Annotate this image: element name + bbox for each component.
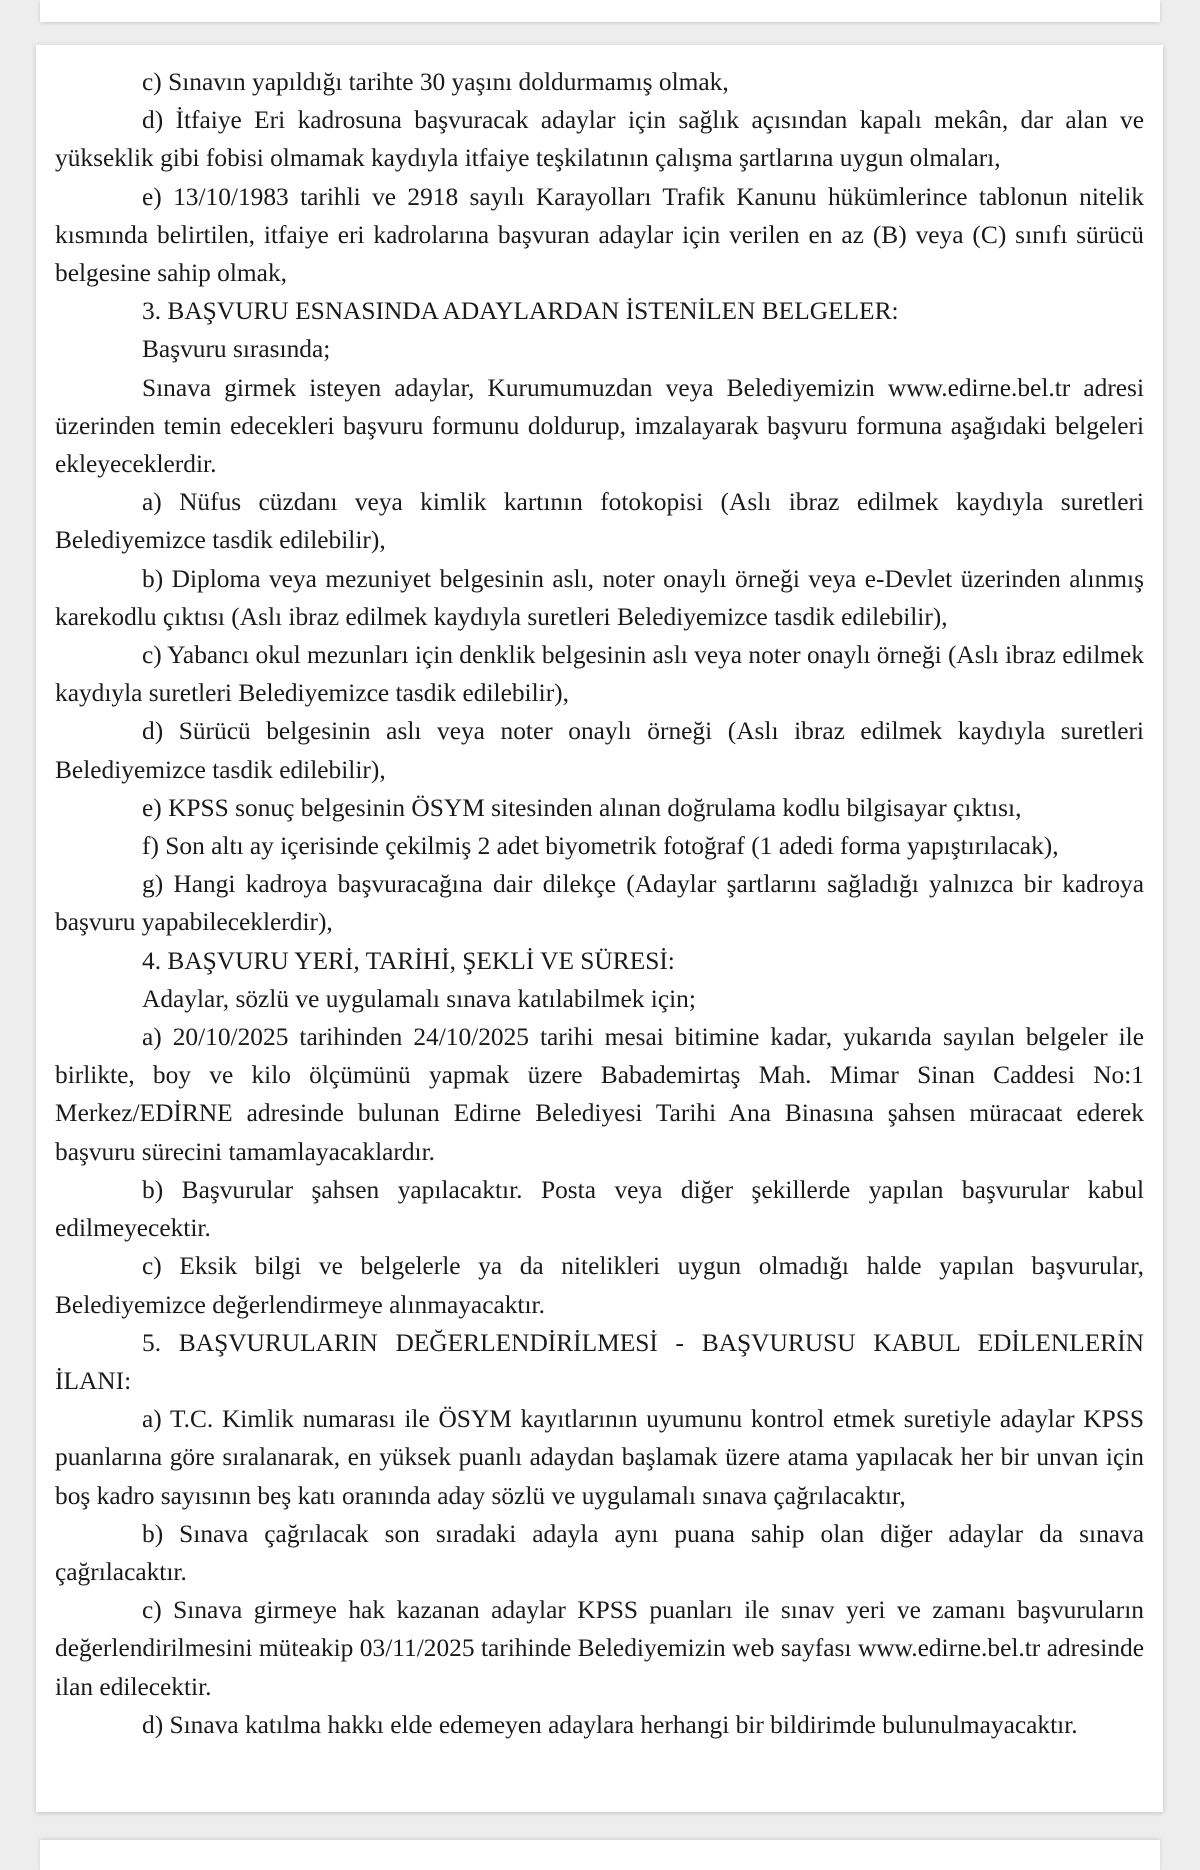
document-page [36,45,1163,1812]
paragraph-application-time: Başvuru sırasında; [142,335,331,364]
section-3-heading: 3. BAŞVURU ESNASINDA ADAYLARDAN İSTENİLEN BELGELER: [142,297,899,326]
paragraph-b-tie: b) Sınava çağrılacak son sıradaki adayla aynı puana sahip olan diğer adaylar da sınava çağrılacaktır. [55,1519,1144,1586]
paragraph-a-application-dates: a) 20/10/2025 tarihinden 24/10/2025 tarihi mesai bitimine kadar, yukarıda sayılan belgeler ile birlikte, boy ve kilo ölçümünü yapmak üzere Babademirtaş Mah. Mimar Sinan Caddesi No:1 Merkez/EDİRNE adresinde bulunan Edirne Belediyesi Tarihi Ana Binasına şahsen müracaat ederek başvuru sürecini tamamlayacaklardır. [55,1023,1144,1166]
paragraph-d-license-copy: d) Sürücü belgesinin aslı veya noter onaylı örneği (Aslı ibraz edilmek kaydıyla suretleri Belediyemizce tasdik edilebilir), [55,717,1144,784]
section-4-heading: 4. BAŞVURU YERİ, TARİHİ, ŞEKLİ VE SÜRESİ: [142,946,675,975]
paragraph-candidates-intro: Adaylar, sözlü ve uygulamalı sınava katılabilmek için; [142,984,696,1013]
next-page-edge [40,1840,1160,1870]
paragraph-b-diploma: b) Diploma veya mezuniyet belgesinin aslı, noter onaylı örneği veya e-Devlet üzerinden alınmış karekodlu çıktısı (Aslı ibraz edilmek kaydıyla suretleri Belediyemizce tasdik edilebilir), [55,564,1144,631]
paragraph-e-driving-license: e) 13/10/1983 tarihli ve 2918 sayılı Karayolları Trafik Kanunu hükümlerince tablonun nitelik kısmında belirtilen, itfaiye eri kadrolarına başvuran adaylar için verilen en az (B) veya (C) sınıfı sürücü belgesine sahip olmak, [55,182,1144,288]
paragraph-a-ranking: a) T.C. Kimlik numarası ile ÖSYM kayıtlarının uyumunu kontrol etmek suretiyle adaylar KPSS puanlarına göre sıralanarak, en yüksek puanlı adaydan başlamak üzere atama yapılacak her bir unvan için boş kadro sayısının beş katı oranında aday sözlü ve uygulamalı sınava çağrılacaktır, [55,1405,1144,1510]
paragraph-d-no-notification: d) Sınava katılma hakkı elde edemeyen adaylara herhangi bir bildirimde bulunulmayacaktır. [142,1710,1078,1739]
paragraph-f-photo: f) Son altı ay içerisinde çekilmiş 2 adet biyometrik fotoğraf (1 adedi forma yapıştırılacak), [142,832,1059,861]
previous-page-edge [40,0,1160,22]
paragraph-c-incomplete: c) Eksik bilgi ve belgelerle ya da nitelikleri uygun olmadığı halde yapılan başvurular, Belediyemizce değerlendirmeye alınmayacaktır. [55,1252,1144,1319]
paragraph-c-announcement: c) Sınava girmeye hak kazanan adaylar KPSS puanları ile sınav yeri ve zamanı başvuruların değerlendirilmesini müteakip 03/11/2025 tarihinde Belediyemizin web sayfası www.edirne.bel.tr adresinde ilan edilecektir. [55,1596,1144,1701]
paragraph-g-petition: g) Hangi kadroya başvuracağına dair dilekçe (Adaylar şartlarını sağladığı yalnızca bir kadroya başvuru yapabileceklerdir), [55,870,1144,937]
paragraph-c-equivalence: c) Yabancı okul mezunları için denklik belgesinin aslı veya noter onaylı örneği (Aslı ibraz edilmek kaydıyla suretleri Belediyemizce tasdik edilebilir), [55,641,1144,708]
paragraph-application-form: Sınava girmek isteyen adaylar, Kurumumuzdan veya Belediyemizin www.edirne.bel.tr adresi üzerinden temin edecekleri başvuru formunu doldurup, imzalayarak başvuru formuna aşağıdaki belgeleri ekleyeceklerdir. [55,373,1144,479]
paragraph-a-id-card: a) Nüfus cüzdanı veya kimlik kartının fotokopisi (Aslı ibraz edilmek kaydıyla suretleri Belediyemizce tasdik edilebilir), [55,488,1144,555]
paragraph-e-kpss-result: e) KPSS sonuç belgesinin ÖSYM sitesinden alınan doğrulama kodlu bilgisayar çıktısı, [142,793,1022,822]
section-5-heading: 5. BAŞVURULARIN DEĞERLENDİRİLMESİ - BAŞVURUSU KABUL EDİLENLERİN İLANI: [55,1328,1144,1395]
document-body [55,63,1144,1744]
paragraph-d-phobia: d) İtfaiye Eri kadrosuna başvuracak adaylar için sağlık açısından kapalı mekân, dar alan ve yükseklik gibi fobisi olmamak kaydıyla itfaiye teşkilatının çalışma şartlarına uygun olmaları, [55,106,1144,173]
paragraph-b-in-person: b) Başvurular şahsen yapılacaktır. Posta veya diğer şekillerde yapılan başvurular kabul edilmeyecektir. [55,1175,1144,1243]
paragraph-c-age-limit: c) Sınavın yapıldığı tarihte 30 yaşını doldurmamış olmak, [142,68,729,96]
